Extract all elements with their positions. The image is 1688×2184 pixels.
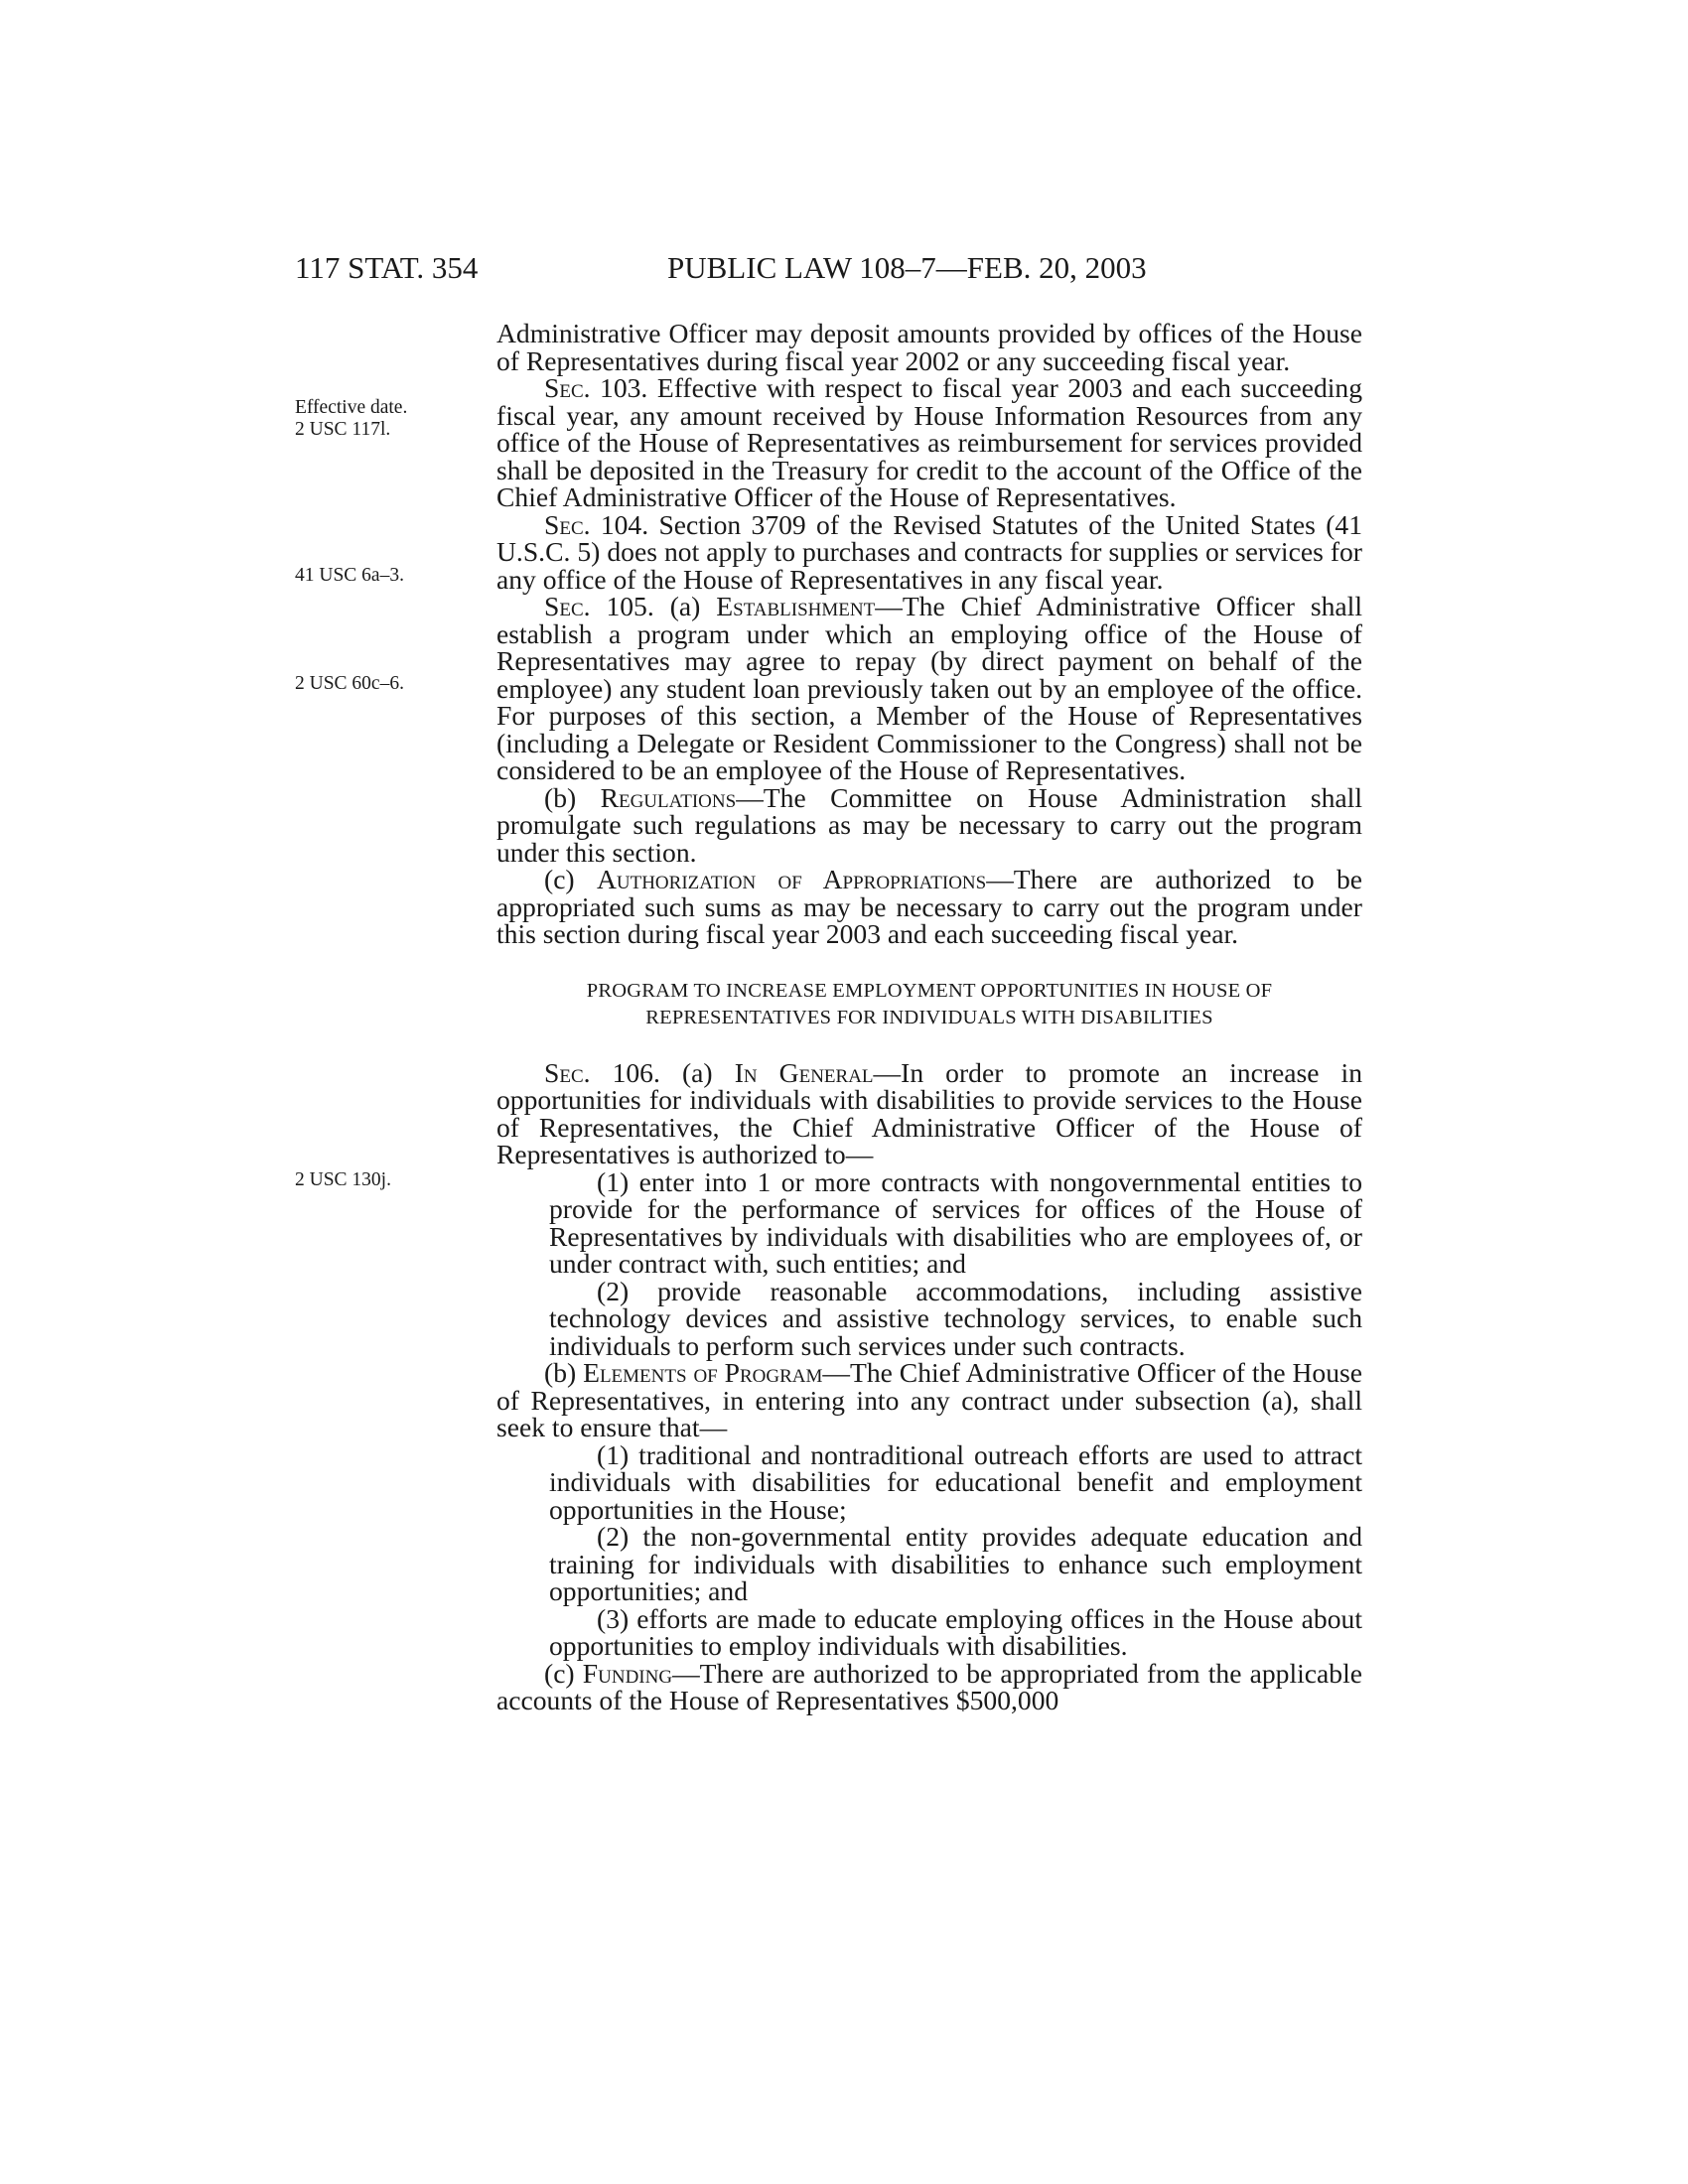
subsection-heading: In General: [734, 1056, 874, 1088]
section-106-a: [496, 1056, 1363, 1169]
subsection-heading: Regulations: [600, 781, 737, 813]
program-heading-line: REPRESENTATIVES FOR INDIVIDUALS WITH DISABILITIES: [645, 1006, 1213, 1028]
subsection-prefix: (b): [544, 781, 577, 813]
section-label: Sec. 103.: [544, 372, 648, 403]
section-106-a-1: (1) enter into 1 or more contracts with nongovernmental entities to provide for the performance of services for offices of the House of Representatives by individuals with disabilities who are employees of, or under contract with, such entities; and: [549, 1165, 1362, 1279]
section-label: Sec. 106.: [544, 1056, 660, 1088]
section-text: Section 3709 of the Revised Statutes of the United States (41 U.S.C. 5) does not apply to purchases and contracts for supplies or services for any office of the House of Representatives in any fiscal year.: [496, 508, 1362, 595]
margin-note-sec103: [295, 397, 407, 441]
running-header: PUBLIC LAW 108–7—FEB. 20, 2003: [667, 250, 1147, 285]
margin-note-sec106: 2 USC 130j.: [295, 1169, 391, 1190]
section-105-c: [496, 866, 1362, 948]
section-text: Effective with respect to fiscal year 2003 and each succeeding fiscal year, any amount received by House Information Resources from any office of the House of Representatives as reimbursement for services provided shall be deposited in the Treasury for credit to the account of the Office of the Chief Administrative Officer of the House of Representatives.: [496, 372, 1363, 512]
margin-note-sec104: 41 USC 6a–3.: [295, 565, 404, 586]
subsection-prefix: (a): [669, 591, 701, 621]
margin-note-usc-citation: 2 USC 117l.: [295, 419, 391, 440]
continuation-paragraph: Administrative Officer may deposit amounts provided by offices of the House of Representatives during fiscal year 2002 or any succeeding fiscal year.: [496, 318, 1362, 376]
section-106-b: [496, 1359, 1362, 1441]
subsection-text: —The Chief Administrative Officer shall establish a program under which an employing office of the House of Representatives may agree to repay (by direct payment on behalf of the employee) any student loan previously taken out by an employee of the office. For purposes of this section, a Member of the House of Representatives (including a Delegate or Resident Commissioner to the Congress) shall not be considered to be an employee of the House of Representatives.: [496, 591, 1363, 785]
subsection-text: —The Committee on House Administration shall promulgate such regulations as may be necessary to carry out the program under this section.: [496, 781, 1362, 868]
section-label: Sec. 105.: [544, 591, 654, 621]
section-103: [496, 374, 1362, 511]
section-106-b-2: (2) the non-governmental entity provides adequate education and training for individuals with disabilities to enhance such employment opportunities; and: [549, 1521, 1362, 1606]
program-heading: [506, 978, 1352, 1031]
section-105-b: [496, 781, 1362, 868]
subsection-text: —In order to promote an increase in opportunities for individuals with disabilities to provide services to the House of Representatives, the Chief Administrative Officer of the House of Representatives is authorized to—: [496, 1056, 1363, 1169]
subsection-heading: Elements of Program: [583, 1357, 823, 1388]
section-106-c: [496, 1657, 1362, 1715]
subsection-prefix: (a): [681, 1056, 713, 1088]
margin-note-effective-date: Effective date.: [295, 397, 408, 418]
subsection-prefix: (c): [544, 1657, 575, 1689]
stat-citation: 117 STAT. 354: [295, 250, 479, 285]
section-106-b-3: (3) efforts are made to educate employing offices in the House about opportunities to employ individuals with disabilities.: [549, 1602, 1362, 1661]
margin-note-sec105: 2 USC 60c–6.: [295, 673, 404, 694]
section-106-b-1: (1) traditional and nontraditional outreach efforts are used to attract individuals with disabilities for educational benefit and employment opportunities in the House;: [549, 1438, 1362, 1525]
subsection-heading: Funding: [582, 1657, 673, 1689]
program-heading-line: PROGRAM TO INCREASE EMPLOYMENT OPPORTUNITIES IN HOUSE OF: [586, 979, 1273, 1002]
subsection-heading: Authorization of Appropriations: [596, 864, 987, 894]
subsection-prefix: (c): [544, 864, 575, 894]
section-105-a: [496, 593, 1362, 784]
section-106-a-2: (2) provide reasonable accommodations, including assistive technology devices and assistive technology services, to enable such individuals to perform such services under such contracts.: [549, 1275, 1362, 1361]
subsection-prefix: (b): [544, 1357, 577, 1388]
subsection-text: —There are authorized to be appropriated such sums as may be necessary to carry out the program under this section during fiscal year 2003 and each succeeding fiscal year.: [496, 864, 1362, 949]
subsection-text: —The Chief Administrative Officer of the House of Representatives, in entering into any contract under subsection (a), shall seek to ensure that—: [496, 1357, 1362, 1442]
section-104: [496, 508, 1362, 595]
subsection-text: —There are authorized to be appropriated from the applicable accounts of the House of Representatives $500,000: [496, 1657, 1362, 1715]
section-label: Sec. 104.: [544, 508, 649, 540]
subsection-heading: Establishment: [716, 591, 876, 621]
body-text: [496, 320, 1362, 1714]
